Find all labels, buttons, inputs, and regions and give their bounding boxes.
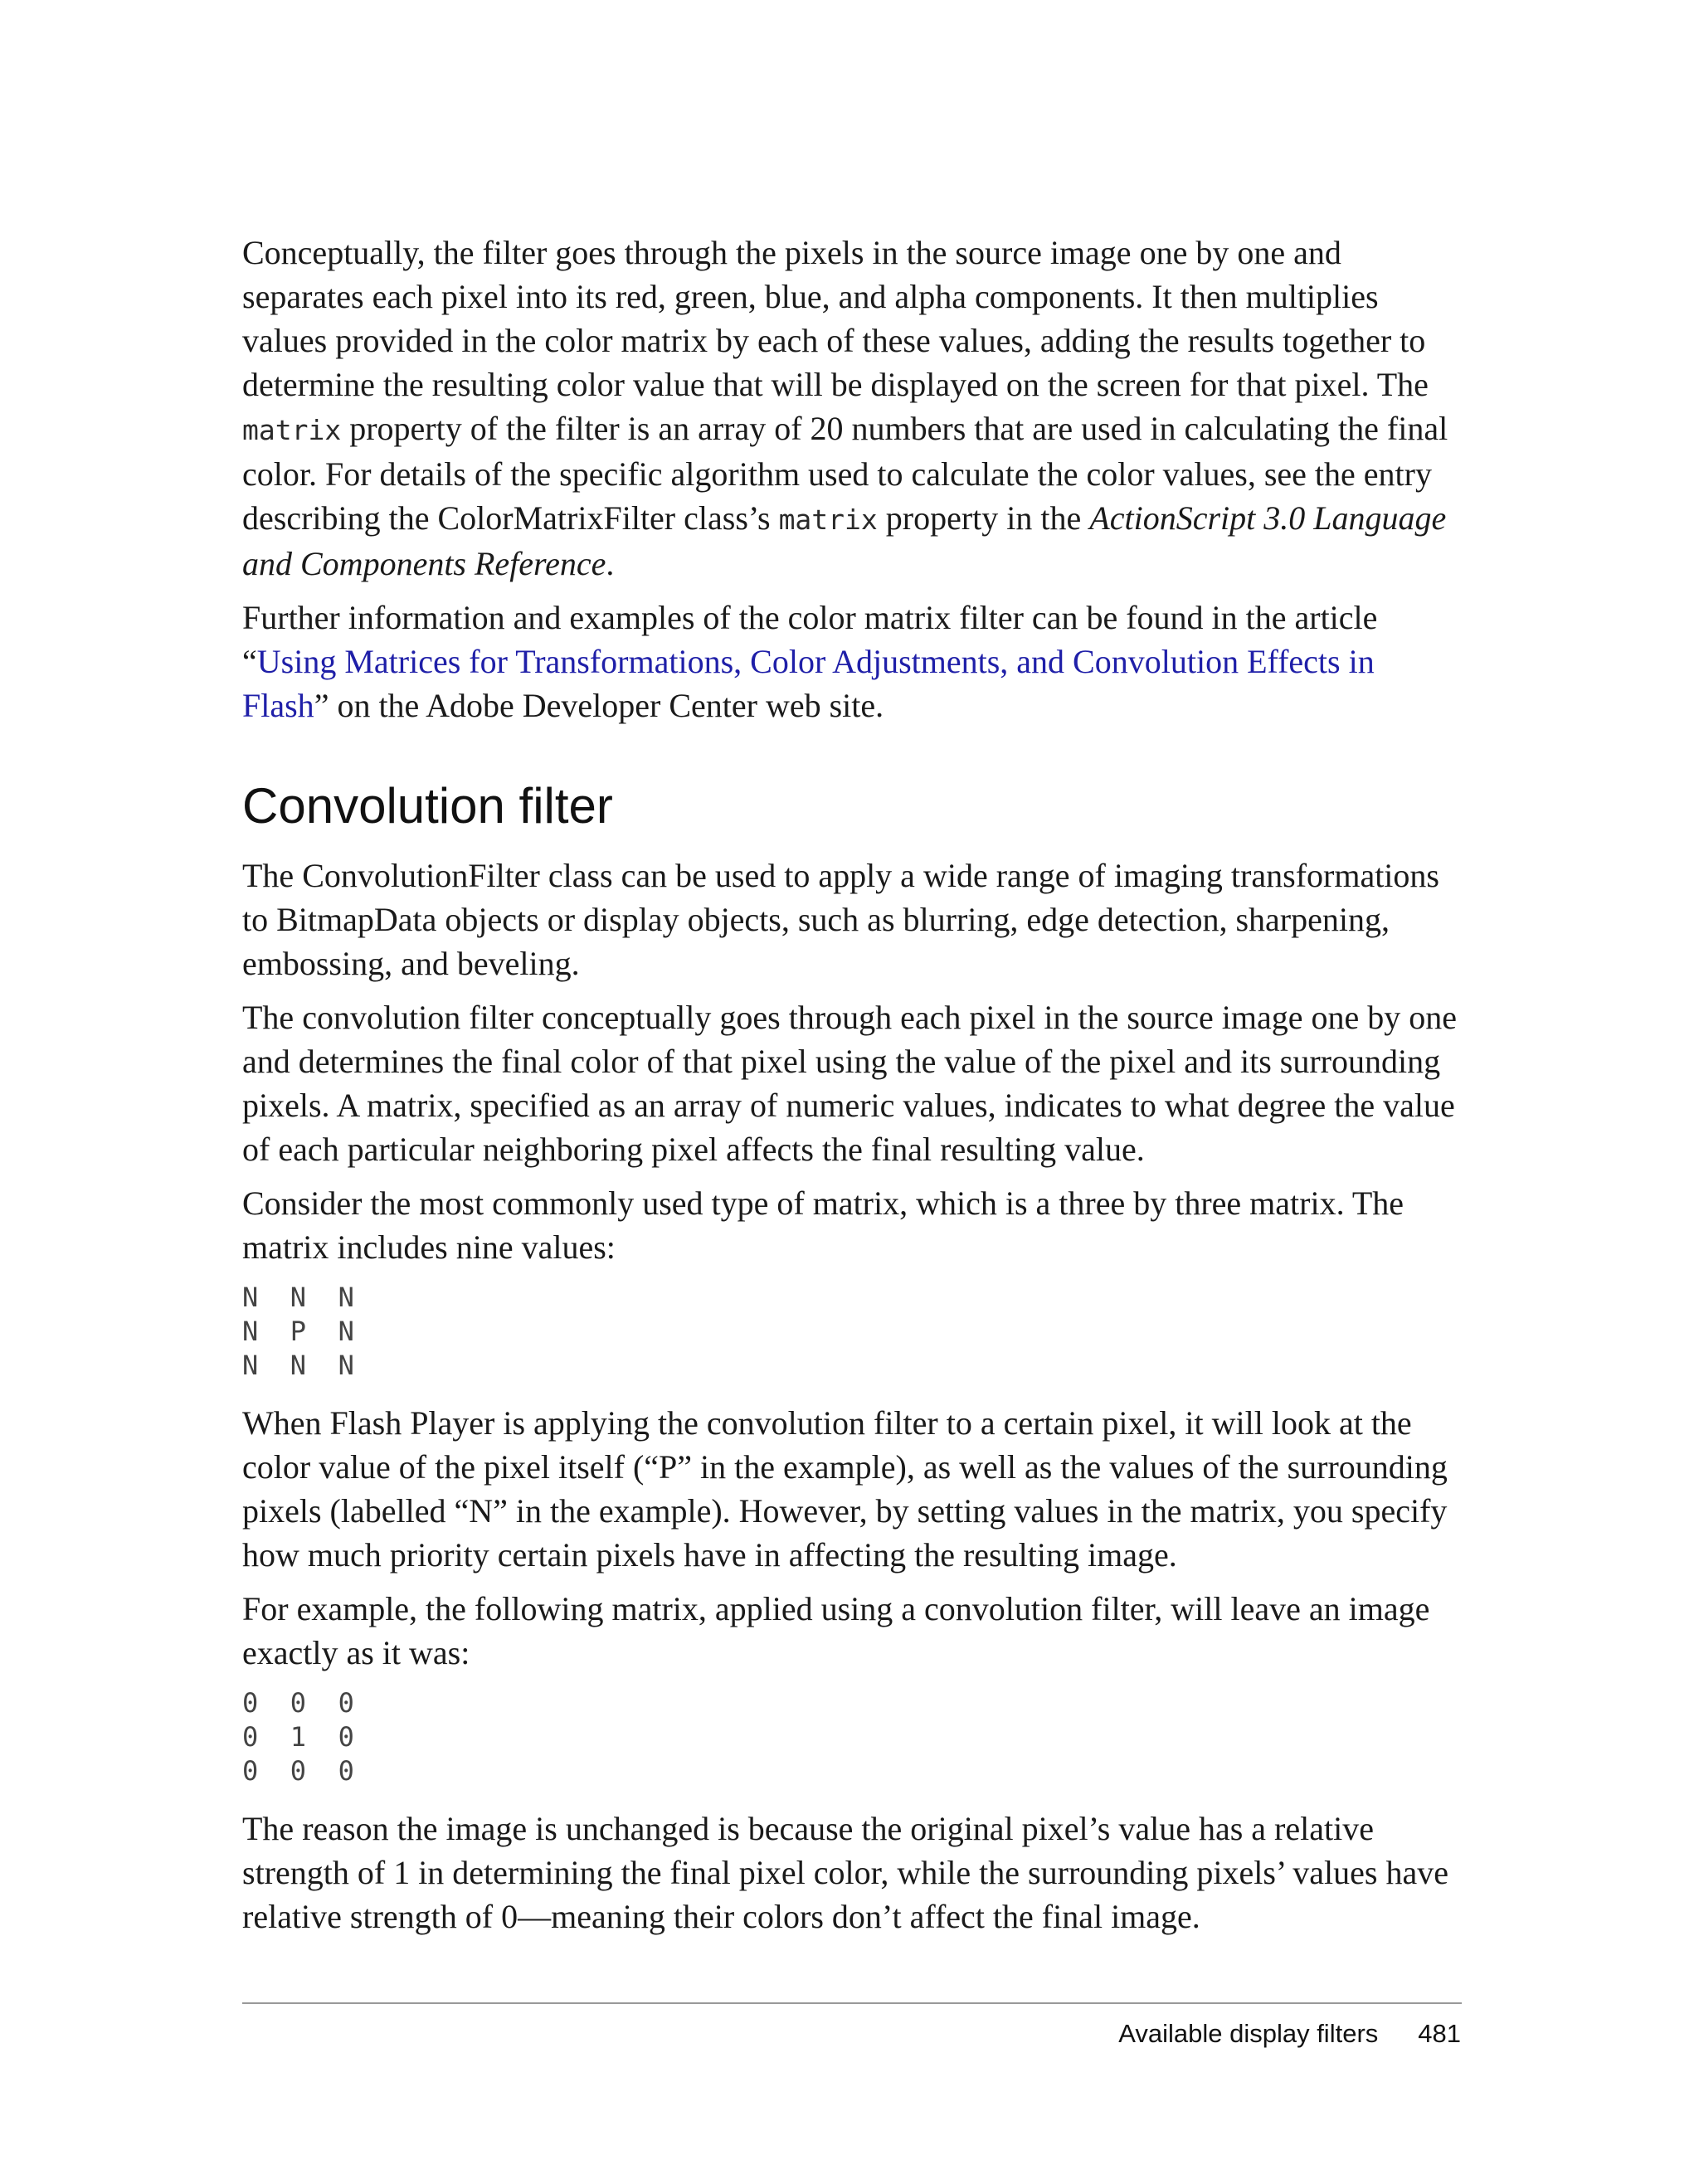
- paragraph-further-information: [242, 596, 1462, 727]
- code-line: 0 0 0: [242, 1687, 354, 1719]
- paragraph-matrix-intro: Consider the most commonly used type of matrix, which is a three by three matrix. The matrix includes nine values:: [242, 1184, 1404, 1266]
- paragraph-identity-example: For example, the following matrix, applied using a convolution filter, will leave an image exactly as it was:: [242, 1590, 1430, 1671]
- text-run: Further information and examples of the color matrix filter can be found in the article “: [242, 599, 1378, 680]
- footer-divider: [242, 2002, 1462, 2004]
- text-run: property in the: [877, 499, 1090, 537]
- footer-section-title: Available display filters: [1118, 2019, 1379, 2048]
- code-line: N N N: [242, 1282, 354, 1313]
- page-content: [242, 231, 1462, 1948]
- inline-code-matrix: matrix: [778, 503, 878, 536]
- paragraph-flash-player-applies: When Flash Player is applying the convolution filter to a certain pixel, it will look at the color value of the pixel itself (“P” in the example), as well as the values of the surrounding pixels (labelled “N” in the example). However, by setting values in the matrix, you specify how much priority certain pixels have in affecting the resulting image.: [242, 1404, 1448, 1574]
- code-block-matrix-npn: [242, 1281, 1462, 1383]
- section-heading: Convolution filter: [242, 778, 613, 834]
- code-line: N P N: [242, 1316, 354, 1347]
- code-line: N N N: [242, 1350, 354, 1381]
- inline-code-matrix: matrix: [242, 414, 342, 446]
- text-run: ” on the Adobe Developer Center web site.: [314, 687, 884, 724]
- paragraph-color-matrix-concept: [242, 231, 1462, 586]
- code-line: 0 1 0: [242, 1721, 354, 1753]
- text-run: .: [606, 545, 615, 582]
- page-footer: [1118, 2017, 1461, 2050]
- page-number: 481: [1418, 2019, 1461, 2048]
- code-block-matrix-identity: [242, 1686, 1462, 1788]
- paragraph-unchanged-reason: The reason the image is unchanged is because the original pixel’s value has a relative strength of 1 in determining the final pixel color, while the surrounding pixels’ values have relative strength of 0—meaning their colors don’t affect the final image.: [242, 1810, 1448, 1935]
- code-line: 0 0 0: [242, 1755, 354, 1787]
- article-link[interactable]: Using Matrices for Transformations, Color Adjustments, and Convolution Effects in Flash: [242, 643, 1375, 724]
- text-run: property of the filter is an array of 20 numbers that are used in calculating the final color. For details of the specific algorithm used to calculate the color values, see the entry describing the ColorMatrixFilter class’s: [242, 410, 1448, 537]
- paragraph-convolution-concept: The convolution filter conceptually goes through each pixel in the source image one by one and determines the final color of that pixel using the value of the pixel and its surrounding pixels. A matrix, specified as an array of numeric values, indicates to what degree the value of each particular neighboring pixel affects the final resulting value.: [242, 999, 1457, 1168]
- paragraph-convolution-intro: The ConvolutionFilter class can be used to apply a wide range of imaging transformations to BitmapData objects or display objects, such as blurring, edge detection, sharpening, embossing, and beveling.: [242, 857, 1439, 982]
- text-run: Conceptually, the filter goes through the pixels in the source image one by one and separates each pixel into its red, green, blue, and alpha components. It then multiplies values provided in the color matrix by each of these values, adding the results together to determine the resulting color value that will be displayed on the screen for that pixel. The: [242, 234, 1429, 403]
- reference-title: ActionScript 3.0 Language and Components Reference: [242, 499, 1447, 582]
